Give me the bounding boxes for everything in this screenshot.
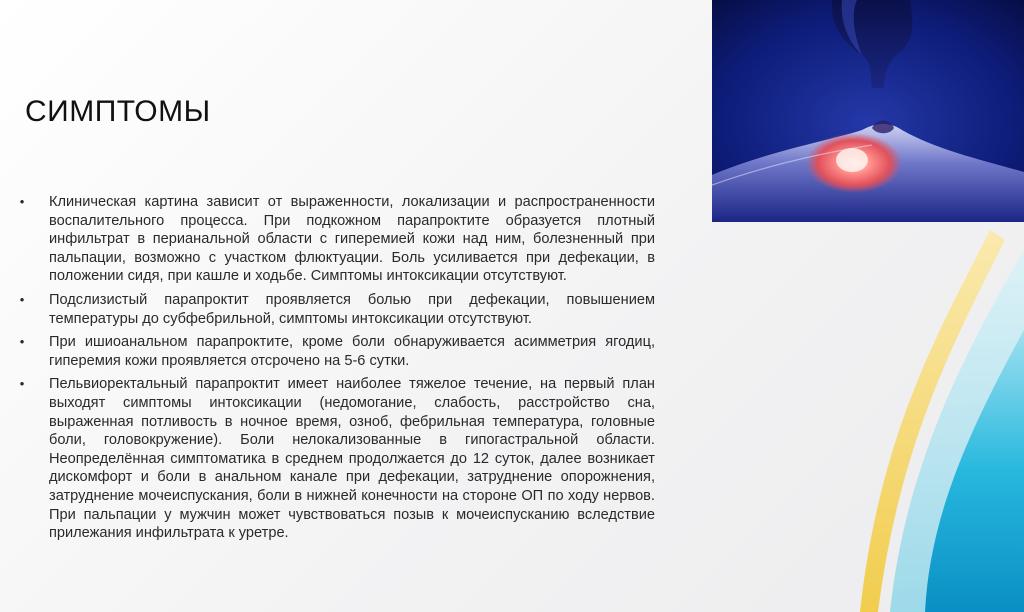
list-item	[17, 333, 655, 370]
bullet-text: При ишиоанальном парапроктите, кроме боли обнаруживается асимметрия ягодиц, гиперемия кожи проявляется отсрочено на 5-6 сутки.	[49, 334, 655, 369]
bullet-icon: •	[19, 376, 25, 392]
bullet-text: Пельвиоректальный парапроктит имеет наиболее тяжелое течение, на первый план выходят симптомы интоксикации (недомогание, слабость, расстройство сна, выраженная потливость в ночное время, озноб, фебрильная температура, головные боли, головокружение). Боли нелокализованные в гипогастральной области. Неопределённая симптоматика в среднем продолжается до 12 суток, далее возникает дискомфорт и боли в анальном канале при дефекации, затруднение опорожнения, затруднение мочеиспускания, боли в нижней конечности на стороне ОП по ходу нервов. При пальпации у мужчин может чувствоваться позыв к мочеиспусканию вследствие прилежания инфильтрата к уретре.	[49, 376, 655, 542]
bullet-icon: •	[19, 291, 25, 307]
bullet-icon: •	[19, 334, 25, 350]
bullet-text: Клиническая картина зависит от выраженности, локализации и распространенности воспалительного процесса. При подкожном парапроктите образуется плотный инфильтрат в перианальной области с гиперемией кожи над ним, болезненный при пальпации, возможно с участком флюктуации. Боль усиливается при дефекации, в положении сидя, при кашле и ходьбе. Симптомы интоксикации отсутствуют.	[49, 194, 655, 285]
list-item	[17, 193, 655, 286]
bullet-icon: •	[19, 194, 25, 209]
bullet-list	[17, 193, 655, 548]
medical-illustration	[712, 0, 1024, 222]
slide-title: СИМПТОМЫ	[25, 95, 211, 128]
list-item	[17, 375, 655, 542]
bullet-text: Подслизистый парапроктит проявляется болью при дефекации, повышением температуры до субфебрильной, симптомы интоксикации отсутствуют.	[49, 291, 655, 327]
list-item	[17, 291, 655, 328]
illustration-graphic	[712, 0, 1024, 222]
abscess-core	[836, 148, 868, 172]
